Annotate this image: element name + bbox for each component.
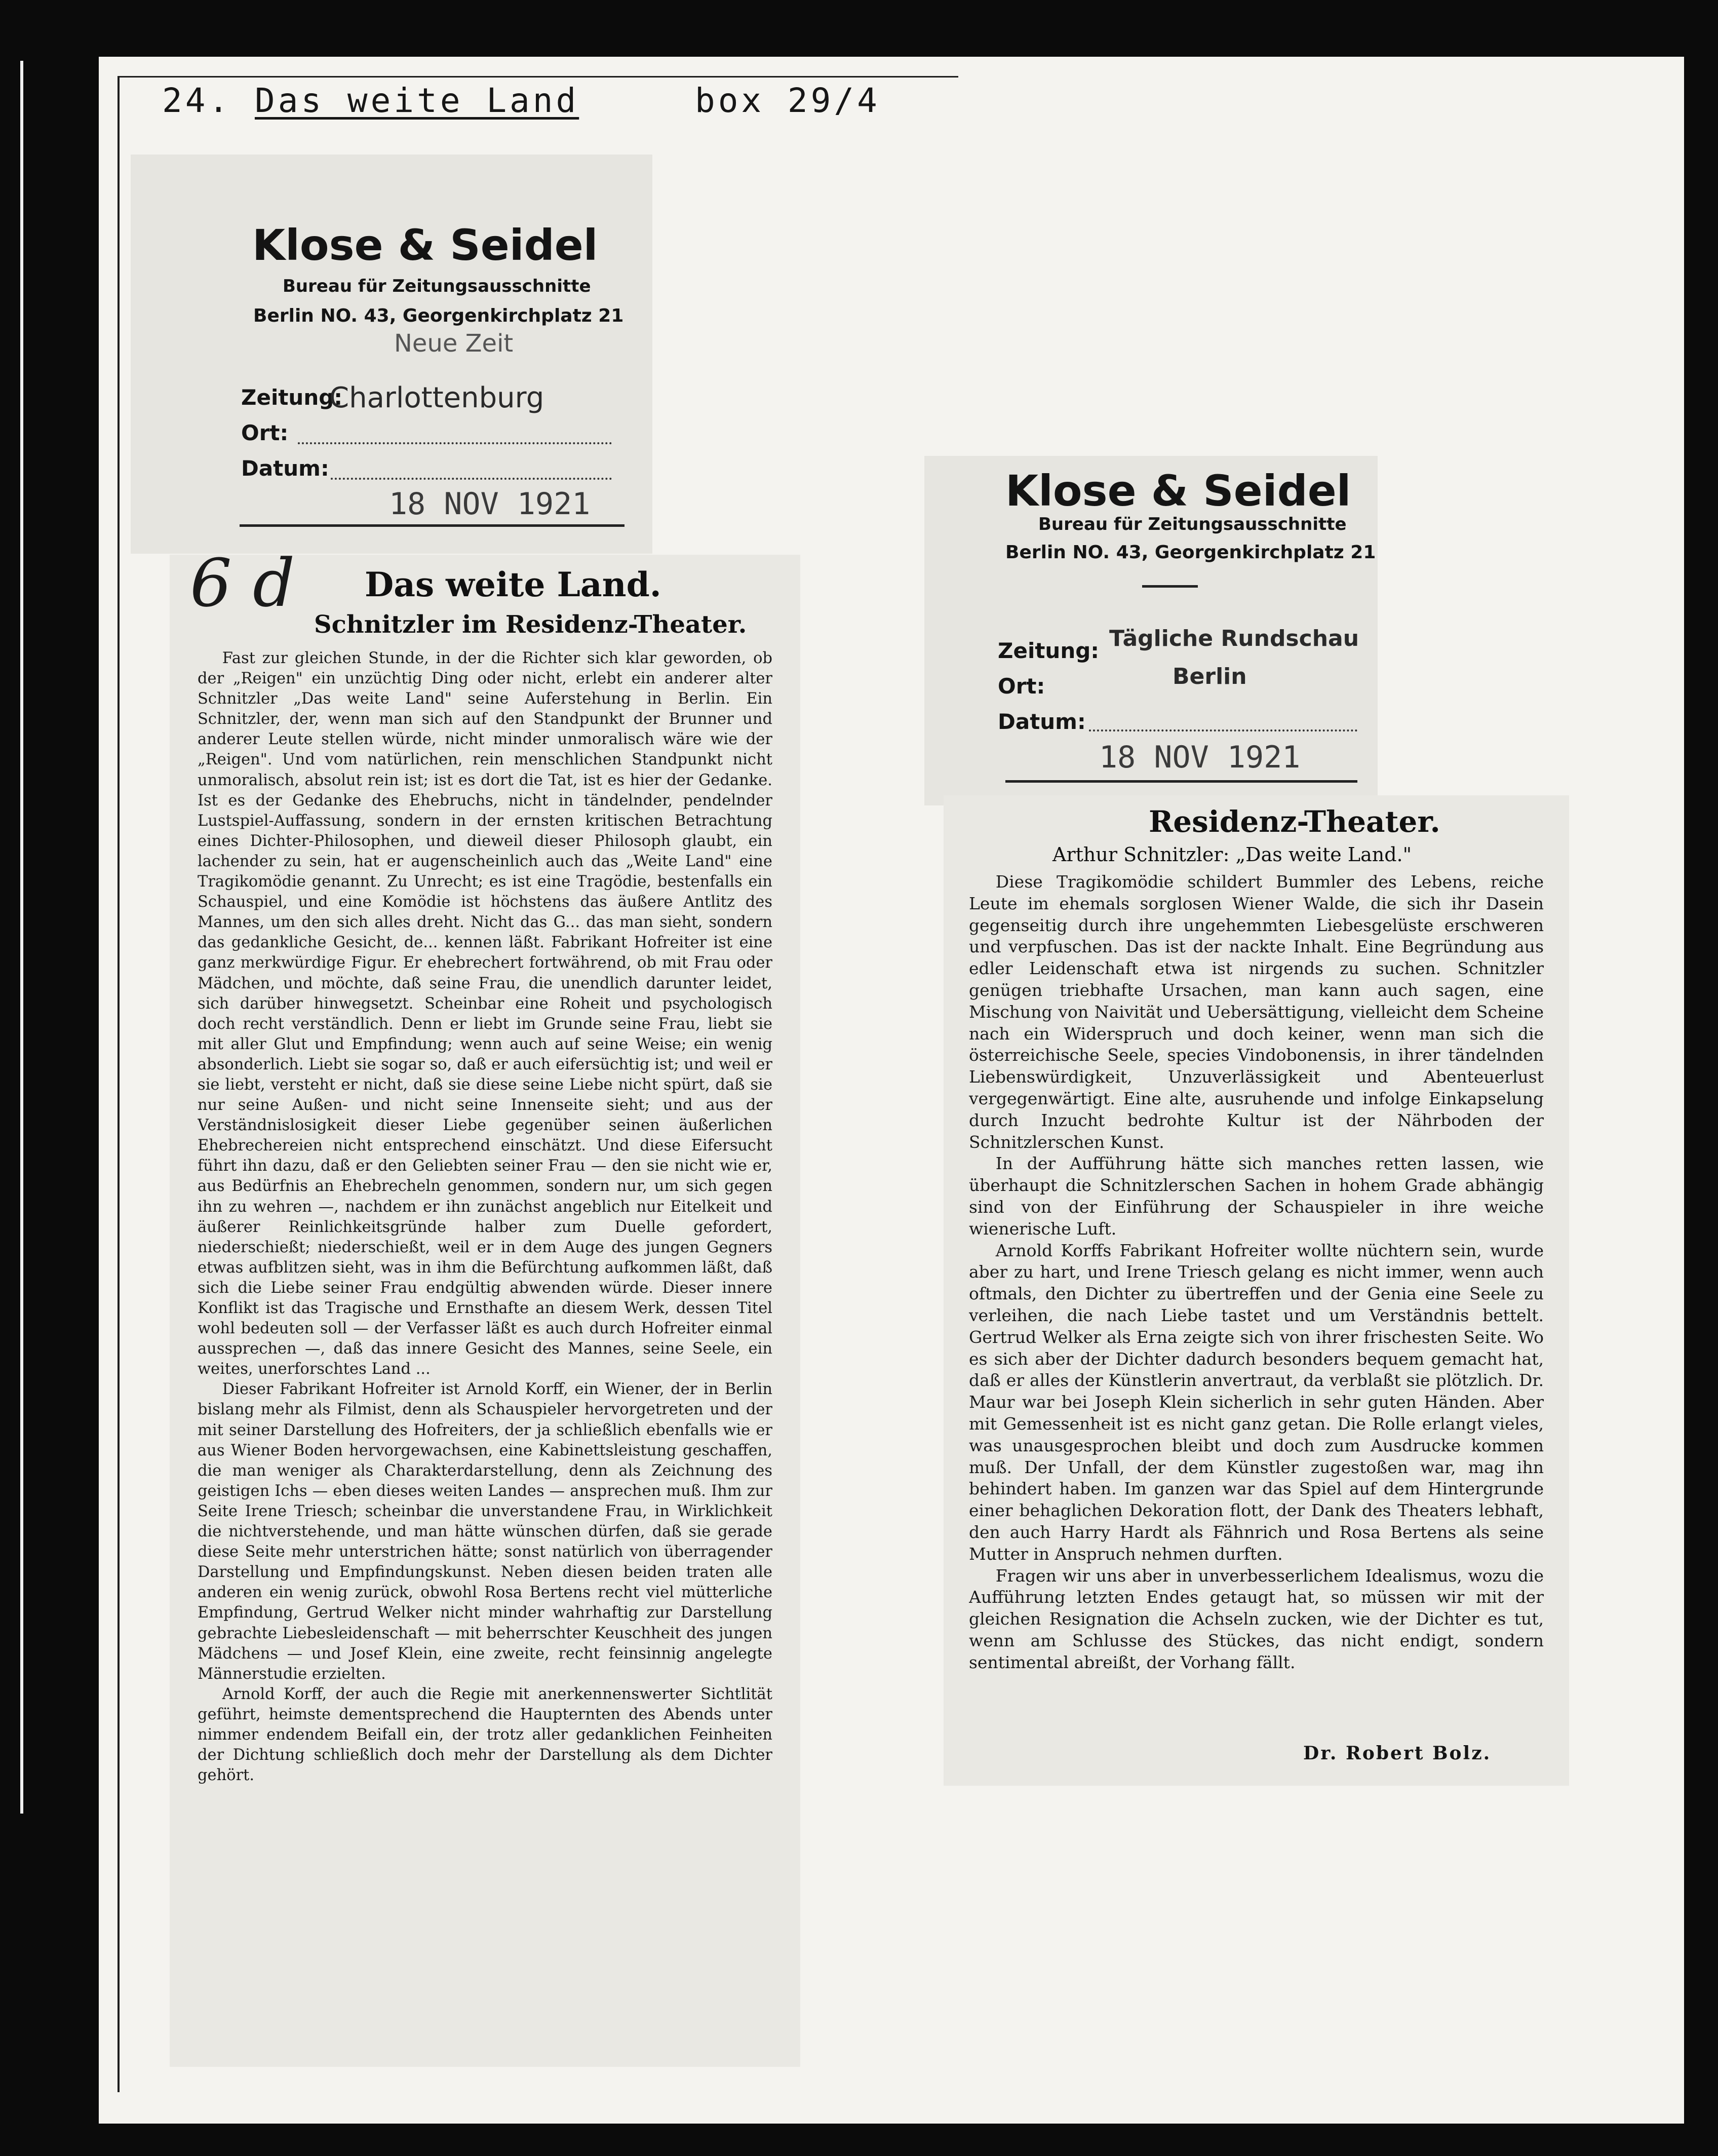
article-subtitle: Schnitzler im Residenz-Theater. (314, 610, 747, 639)
stamp-handwritten-paper: Neue Zeit (394, 329, 514, 358)
stamp-short-rule (1142, 585, 1198, 588)
stamp-bureau: Bureau für Zeitungsausschnitte (1038, 514, 1347, 534)
article-title: Residenz-Theater. (1149, 804, 1440, 839)
stamp-firm-name: Klose & Seidel (252, 220, 598, 270)
sheet-left-edge (118, 76, 120, 2092)
article-body (198, 648, 772, 2057)
newspaper-clipping-right (944, 795, 1569, 1786)
box-header (162, 81, 880, 120)
stamp-firm-name: Klose & Seidel (1005, 466, 1351, 516)
stamp-bottom-rule (240, 524, 624, 527)
stamp-label-ort: Ort: (998, 674, 1045, 699)
stamp-date: 18 NOV 1921 (389, 486, 591, 522)
stamp-label-ort: Ort: (241, 420, 289, 445)
stamp-date: 18 NOV 1921 (1099, 740, 1301, 775)
stamp-label-datum: Datum: (241, 456, 329, 481)
header-box: box 29/4 (694, 81, 880, 120)
article-paragraph: Fragen wir uns aber in unverbesserlichem Idealismus, wozu die Aufführung letzten Endes getaugt hat, so müssen wir mit der gleichen Resignation die Achseln zucken, wie der Dichter es tut, wenn am Schlusse des Stückes, das nicht endigt, sondern sentimental abreißt, der Vorhang fällt. (969, 1565, 1544, 1672)
stamp-datum-rule (1089, 729, 1357, 732)
article-paragraph: Dieser Fabrikant Hofreiter ist Arnold Korff, ein Wiener, der in Berlin bislang mehr als Filmist, denn als Schauspieler hervorgetreten und der mit seiner Darstellung des Hofreiters, der ja schließlich ebenfalls wie er aus Wiener Boden hervorgewachsen, eine Kabinettsleistung geschaffen, die man weniger als Charakterdarstellung, denn als Zeichnung des geistigen Ichs — eben dieses weiten Landes — ansprechen muß. Ihm zur Seite Irene Triesch; scheinbar die unverstandene Frau, in Wirklichkeit die nichtverstehende, und man hätte wünschen dürfen, daß sie gerade diese Seite mehr unterstrichen hätte; sonst natürlich von überragender Darstellung und Empfindungskunst. Neben diesen beiden traten alle anderen ein wenig zurück, obwohl Rosa Bertens recht viel mütterliche Empfindung, Gertrud Welker nicht minder wahrhaftig zur Darstellung gebrachte Liebesleidenschaft — mit beherrschter Keuschheit des jungen Mädchens — und Josef Klein, eine zweite, recht feinsinnig angelegte Männerstudie erzielten. (198, 1380, 772, 1683)
scan-left-shadow (20, 61, 23, 1814)
sheet-top-rule (118, 76, 958, 78)
pen-mark: 6 d (190, 545, 295, 622)
stamp-address: Berlin NO. 43, Georgenkirchplatz 21 (253, 305, 624, 326)
article-paragraph: Fast zur gleichen Stunde, in der die Richter sich klar geworden, ob der „Reigen" ein unzüchtig Ding oder nicht, erlebt ein anderer alter Schnitzler „Das weite Land" seine Auferstehung in Berlin. Ein Schnitzler, der, wenn man sich auf den Standpunkt der Brunner und anderer Leute stellen würde, nicht minder unmoralisch wäre wie der „Reigen". Und vom natürlichen, rein menschlichen Standpunkt nicht unmoralisch, absolut rein ist; ist es dort die Tat, ist es hier der Gedanke. Ist es der Gedanke des Ehebruchs, nicht in tändelnder, pendelnder Lustspiel-Auffassung, sondern in der ernsten kritischen Betrachtung eines Dichter-Philosophen, und dieweil dieser Philosoph glaubt, ein lachender zu sein, hat er augenscheinlich auch das „Weite Land" eine Tragikomödie genannt. Zu Unrecht; es ist eine Tragödie, bestenfalls ein Schauspiel, und eine Komödie ist höchstens das äußere Antlitz des Mannes, um den sich alles dreht. Nicht das G... das man sieht, sondern das gedankliche Gesicht, de... kennen läßt. Fabrikant Hofreiter ist eine ganz merkwürdige Figur. Er ehebrechert fortwährend, ob mit Frau oder Mädchen, und möchte, daß seine Frau, die unendlich darunter leidet, sich darüber hinwegsetzt. Scheinbar eine Roheit und psychologisch doch recht verständlich. Denn er liebt im Grunde seine Frau, liebt sie mit aller Glut und Empfindung; wenn auch auf seine Weise; ein wenig absonderlich. Liebt sie sogar so, daß er auch eifersüchtig ist; und weil er sie liebt, versteht er nicht, daß sie diese seine Liebe nicht spürt, daß sie nur seine Außen- und nicht seine Innenseite sieht; und aus der Verständnislosigkeit dieser Liebe gegenüber seinen äußerlichen Ehebrechereien nicht entsprechend einschätzt. Und diese Eifersucht führt ihn dazu, daß er den Geliebten seiner Frau — den sie nicht wie er, aus Bedürfnis an Ehebrecheln genommen, sondern nur, um sich gegen ihn zu wehren —, nachdem er ihn zunächst angeblich nur Eitelkeit und äußerer Reinlichkeitsgründe halber zum Duelle gefordert, niederschießt; niederschießt, weil er in dem Auge des jungen Gegners etwas aufblitzen sieht, was in ihm die Befürchtung aufkommen läßt, daß sich die Liebe seiner Frau endgültig abwenden würde. Dieser innere Konflikt ist das Tragische und Ernsthafte an diesem Werk, dessen Titel wohl bedeuten soll — der Verfasser läßt es auch durch Hofreiter einmal aussprechen —, daß das innere Gesicht des Mannes, seine Seele, ein weites, unerforschtes Land ... (198, 649, 772, 1378)
stamp-datum-rule (331, 478, 612, 480)
header-number: 24. (162, 81, 232, 120)
article-subtitle: Arthur Schnitzler: „Das weite Land." (1052, 843, 1412, 866)
stamp-value-zeitung: Charlottenburg (329, 381, 544, 414)
article-title: Das weite Land. (365, 565, 661, 604)
article-body (969, 871, 1544, 1727)
article-paragraph: Diese Tragikomödie schildert Bummler des Lebens, reiche Leute im ehemals sorglosen Wiener Walde, die sich ihr Dasein gegenseitig durch ihre ungehemmten Liebesgelüste erschweren und verpfuschen. Das ist der nackte Inhalt. Eine Begründung aus edler Leidenschaft etwa ist nirgends zu suchen. Schnitzler genügen triebhafte Ursachen, man kann auch sagen, eine Mischung von Naivität und Uebersättigung, vielleicht dem Scheine nach ein Widerspruch und doch keiner, wenn man sich die österreichische Seele, species Vindobonensis, in ihrer tändelnden Liebenswürdigkeit, Unzuverlässigkeit und Abenteuerlust vergegenwärtigt. Eine alte, ausruhende und infolge Einkapselung durch Inzucht bedrohte Kultur ist der Nährboden der Schnitzlerschen Kunst. (969, 872, 1544, 1152)
stamp-bureau: Bureau für Zeitungsausschnitte (283, 276, 591, 296)
clipping-stamp-left (131, 155, 652, 554)
article-signature: Dr. Robert Bolz. (1303, 1743, 1492, 1764)
article-paragraph: Arnold Korffs Fabrikant Hofreiter wollte nüchtern sein, wurde aber zu hart, und Irene Triesch gelang es nicht immer, wenn auch oftmals, den Dichter zu übertreffen und der Genia eine Seele zu verleihen, die nach Liebe tastet und um Verständnis bettelt. Gertrud Welker als Erna zeigte sich von ihrer frischesten Seite. Wo es sich aber der Dichter dadurch besonders bequem gemacht hat, daß er alles der Künstlerin anvertraut, da verblaßt sie plötzlich. Dr. Maur war bei Joseph Klein sicherlich in sehr guten Händen. Aber mit Gemessenheit ist es nicht ganz getan. Die Rolle erlangt vieles, was unausgesprochen bleibt und doch zum Ausdrucke kommen muß. Der Unfall, der dem Künstler zugestoßen war, mag ihn behindert haben. Im ganzen war das Spiel auf dem Hintergrunde einer behaglichen Dekoration flott, der Dank des Theaters lebhaft, den auch Harry Hardt als Fähnrich und Rosa Bertens als seine Mutter in Anspruch nehmen durften. (969, 1240, 1544, 1564)
stamp-value-ort: Berlin (1173, 664, 1247, 689)
stamp-ort-rule (298, 442, 612, 444)
stamp-label-zeitung: Zeitung: (998, 638, 1100, 663)
newspaper-clipping-left (170, 545, 800, 2067)
stamp-value-zeitung: Tägliche Rundschau (1109, 626, 1359, 651)
article-paragraph: In der Aufführung hätte sich manches retten lassen, wie überhaupt die Schnitzlerschen Sachen in hohem Grade abhängig sind von der Einführung der Schauspieler in ihre weiche wienerische Luft. (969, 1153, 1544, 1239)
header-title: Das weite Land (254, 81, 579, 120)
stamp-label-datum: Datum: (998, 709, 1086, 734)
clipping-stamp-right (924, 456, 1378, 805)
stamp-label-zeitung: Zeitung: (241, 385, 343, 410)
stamp-bottom-rule (1005, 780, 1357, 783)
stamp-address: Berlin NO. 43, Georgenkirchplatz 21 (1005, 542, 1376, 563)
article-paragraph: Arnold Korff, der auch die Regie mit anerkennenswerter Sichtlität geführt, heimste dementsprechend die Haupternten des Abends unter nimmer endendem Beifall ein, der trotz aller gedanklichen Feinheiten der Dichtung schließlich doch mehr der Darstellung als dem Dichter gehört. (198, 1685, 772, 1785)
